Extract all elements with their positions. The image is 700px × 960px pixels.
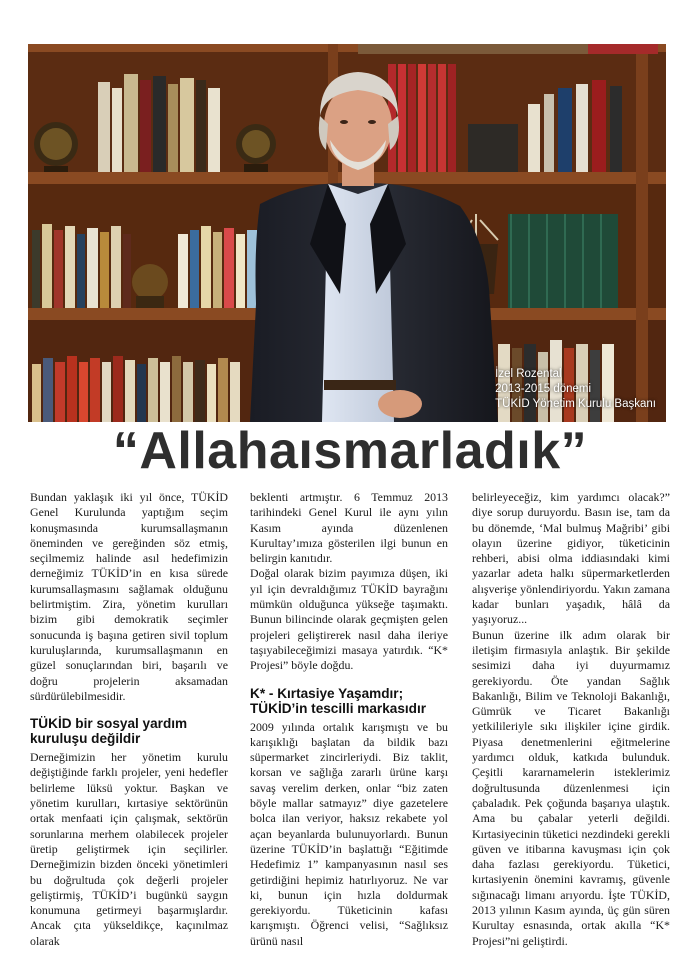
body-paragraph: Doğal olarak bizim payımıza düşen, iki yıl için devraldığımız TÜKİD bayrağını mümkün olduğunca yükseğe taşımaktı. Bunun bilincinde olarak geçmişten gelen projeleri geliştirerek nasıl daha ileriye taşıyabileceğimizi masaya yatırdık. “K* Projesi” böyle doğdu. — [250, 566, 448, 673]
column-2 — [250, 490, 448, 950]
section-heading-k-star: K* - Kırtasiye Yaşamdır; TÜKİD’in tescilli markasıdır — [250, 685, 427, 716]
body-paragraph: Derneğimizin her yönetim kurulu değiştiğinde farklı projeler, yeni hedefler belirleme lüksü yoktur. Başkan ve yönetim kurulları, kırtasiye sektörünün ortak menfaati için çalışmak, sektörün sorunlarına merhem olabilecek projeler üretip geliştirmek için seçilirler. Derneğimizin bizden önceki yönetimleri bu doğrultuda çok değerli projeler geliştirmiş, TÜKİD’i bugünkü saygın konumuna getirmeyi başarmışlardır. Ancak çıta yükseldikçe, kaçınılmaz olarak — [30, 750, 228, 948]
column-3 — [472, 490, 670, 950]
bookshelf-illustration — [28, 44, 666, 422]
photo-caption — [495, 367, 656, 412]
column-1 — [30, 490, 228, 950]
section-heading-social: TÜKİD bir sosyal yardım kuruluşu değildir — [30, 716, 188, 747]
article-body — [30, 490, 670, 950]
intro-paragraph: Bundan yaklaşık iki yıl önce, TÜKİD Genel Kurulunda yaptığım seçim konuşmasında kurumsallaşmanın öneminden ve gereğinden söz etmiş, seçilmemiz halinde asıl hedefimizin derneğimiz TÜKİD’in en kısa sürede kurumsallaşmasını sağlamak olduğunu belirtmiştim. Zira, yönetim kurulları bizim gibi demokratik seçimler sonucunda iş başına getiren sivil toplum kuruluşlarında, kurumsallaşmanın en güzel sonuçlarından biri, başarılı ve doğru projelerin aksamadan sürdürülebilmesidir. — [30, 490, 228, 703]
caption-name: İzel Rozental — [495, 368, 562, 380]
caption-term: 2013-2015 dönemi — [495, 383, 592, 395]
article-headline: “Allahaısmarladık” — [112, 422, 588, 480]
body-paragraph: Bunun üzerine ilk adım olarak bir iletişim firmasıyla anlaştık. Bir şekilde sesimizi daha iyi duyurmamız gerekiyordu. Öte yandan Sağlık Bakanlığı, Bilim ve Teknoloji Bakanlığı, Gümrük ve Ticaret Bakanlığı yetkilileriyle sıkı ilişkiler içine girdik. Piyasa denetmenlerini eğitmelerine yardımcı olduk, katkıda bulunduk. Çeşitli kararnamelerin isteklerimiz doğrultusunda düzenlenmesi için çabaladık. Pek çoğunda başarıya ulaştık. Ama bu çabalar yeterli değildi. Kırtasiyecinin tüketici nezdindeki gerekli güven ve itibarına kavuşması için çok daha fazlası gerekiyordu. Tüketici, kırtasiyenin önemini kavramış, güvenle sığınacağı limanı arıyordu. İşte TÜKİD, 2013 yılının Kasım ayında, üç gün süren Kurultay esnasında, ortak akılla “K* Projesi”ni geliştirdi. — [472, 627, 670, 948]
body-paragraph: belirleyeceğiz, kim yardımcı olacak?” diye sorup duruyordu. Basın ise, tam da bu dönemde, ‘Mal bulmuş Mağribi’ gibi olayın üzerine gidiyor, tüketicinin rehberi, abisi olma iddiasındaki kimi yazarlar adeta halkı süpermarketlerden alışverişe yönlendiriyordu. Yakın zamana kadar bunları yaşadık, hâlâ da yaşıyoruz... — [472, 490, 670, 627]
caption-role: TÜKİD Yönetim Kurulu Başkanı — [495, 398, 656, 410]
body-paragraph: beklenti artmıştır. 6 Temmuz 2013 tarihindeki Genel Kurul ile aynı yılın Kasım ayında düzenlenen Kurultay’ımıza gösterilen ilgi bunun en belirgin kanıtıdır. — [250, 490, 448, 566]
portrait-photo — [28, 44, 666, 422]
body-paragraph: 2009 yılında ortalık karışmıştı ve bu karışıklığı başlatan da bildik bazı süpermarket zincirleriydi. Biz taklit, korsan ve sağlığa zararlı ürüne karşı savaş verelim derken, onlar “biz zaten böyle mallar satmayız” diye gazetelere bolca ilan veriyor, haksız rekabete yol açan beyanlarda bulunuyorlardı. Bunun üzerine TÜKİD’in başlattığı “Eğitimde Hedefimiz 1” kampanyasının nasıl ses getirdiğini hepimiz hatırlıyoruz. Ne var ki, bunun için hızla doldurmak gerekiyordu. Tüketicinin kafası karışmıştı. Öğrenci velisi, “Sağlıksız ürünü nasıl — [250, 719, 448, 948]
